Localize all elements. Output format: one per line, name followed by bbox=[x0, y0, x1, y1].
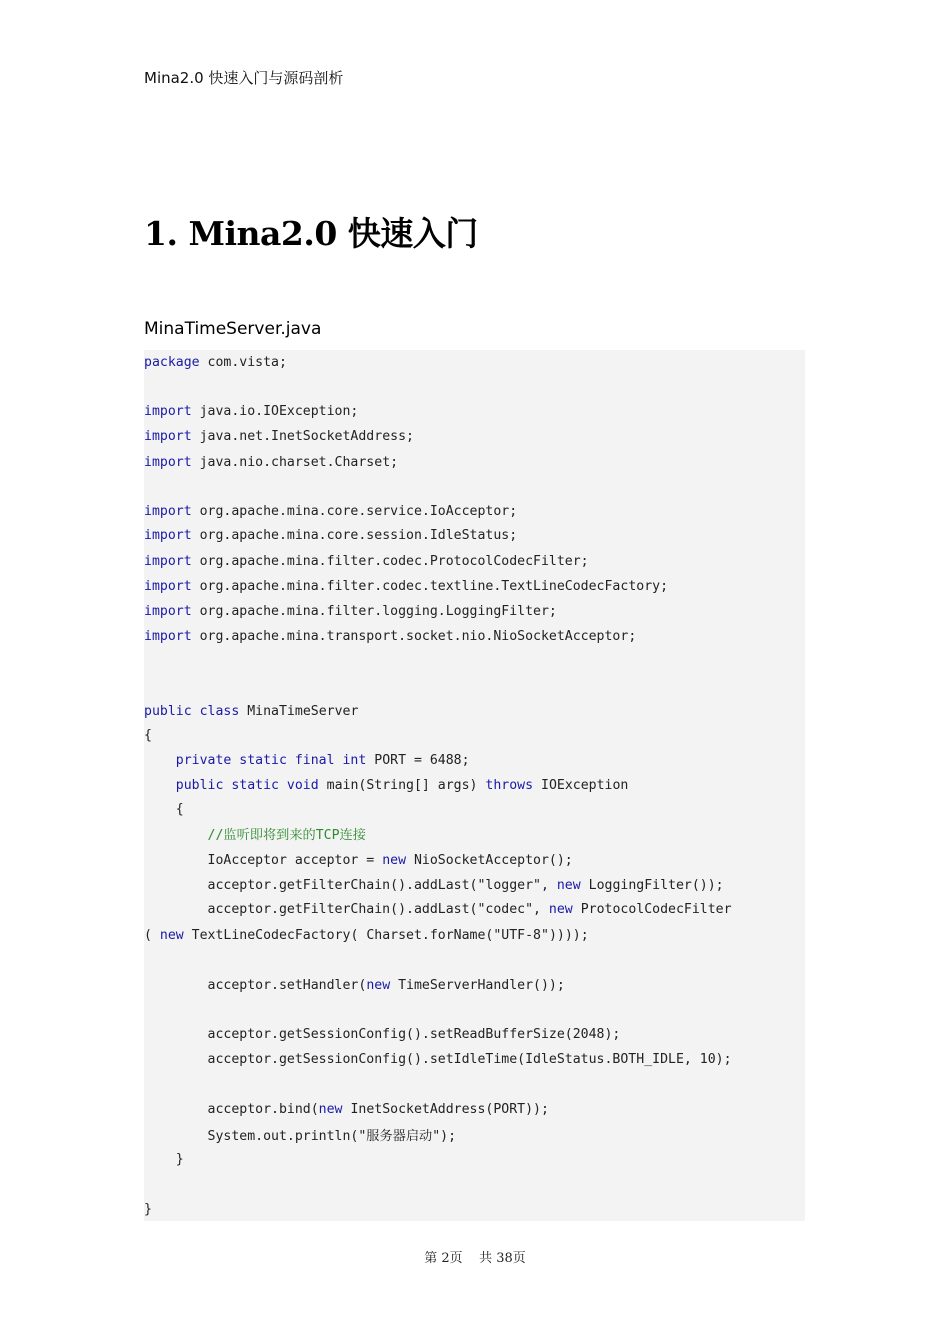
code-keyword: new bbox=[159, 928, 184, 943]
code-text: TextLineCodecFactory( Charset.forName("UTF-8")))); bbox=[183, 928, 589, 943]
code-text: acceptor.getSessionConfig().setReadBufferSize(2048); bbox=[144, 1027, 621, 1042]
code-text bbox=[192, 704, 200, 719]
code-keyword: new bbox=[556, 878, 581, 893]
code-text bbox=[144, 778, 176, 793]
code-line bbox=[144, 1201, 152, 1219]
code-line bbox=[144, 354, 287, 372]
chapter-heading: 1. Mina2.0 快速入门 bbox=[144, 214, 478, 253]
code-line bbox=[144, 927, 589, 945]
code-line bbox=[144, 901, 732, 919]
code-text: PORT = 6488; bbox=[366, 753, 470, 768]
code-keyword: new bbox=[366, 978, 391, 993]
code-text: java.nio.charset.Charset; bbox=[191, 455, 399, 470]
code-line bbox=[144, 1151, 184, 1169]
code-line bbox=[144, 1026, 620, 1044]
code-line bbox=[144, 1128, 456, 1146]
code-text: InetSocketAddress(PORT)); bbox=[342, 1102, 549, 1117]
code-text bbox=[144, 828, 208, 843]
page-number-footer: 第 2页 共 38页 bbox=[424, 1251, 526, 1266]
code-text: ( bbox=[144, 928, 160, 943]
code-text: main(String[] args) bbox=[318, 778, 486, 793]
code-keyword: package bbox=[144, 355, 200, 370]
code-text: org.apache.mina.core.session.IdleStatus; bbox=[191, 528, 518, 543]
code-text: acceptor.getFilterChain().addLast("logger", bbox=[144, 878, 557, 893]
code-text: LoggingFilter()); bbox=[580, 878, 724, 893]
code-keyword: new bbox=[318, 1102, 343, 1117]
code-keyword: new bbox=[548, 902, 573, 917]
code-text: ProtocolCodecFilter bbox=[572, 902, 732, 917]
code-line bbox=[144, 752, 470, 770]
code-text: com.vista; bbox=[199, 355, 287, 370]
code-text: } bbox=[144, 1152, 184, 1167]
code-line bbox=[144, 578, 668, 596]
code-text: MinaTimeServer bbox=[239, 704, 359, 719]
running-header: Mina2.0 快速入门与源码剖析 bbox=[144, 69, 344, 87]
code-text: acceptor.setHandler( bbox=[144, 978, 367, 993]
code-text: IoAcceptor acceptor = bbox=[144, 853, 383, 868]
code-line bbox=[144, 553, 589, 571]
code-line bbox=[144, 628, 636, 646]
code-line bbox=[144, 1101, 549, 1119]
code-keyword: throws bbox=[485, 778, 534, 793]
code-keyword: class bbox=[199, 704, 240, 719]
code-text: acceptor.bind( bbox=[144, 1102, 319, 1117]
code-text bbox=[144, 753, 176, 768]
code-line bbox=[144, 603, 557, 621]
code-text: org.apache.mina.transport.socket.nio.NioSocketAcceptor; bbox=[191, 629, 637, 644]
code-keyword: import bbox=[144, 554, 192, 569]
code-line bbox=[144, 428, 414, 446]
code-line bbox=[144, 801, 184, 819]
code-line bbox=[144, 527, 517, 545]
code-keyword: import bbox=[144, 504, 192, 519]
code-line bbox=[144, 403, 358, 421]
code-text: org.apache.mina.filter.logging.LoggingFilter; bbox=[191, 604, 557, 619]
code-line bbox=[144, 503, 517, 521]
code-line bbox=[144, 454, 398, 472]
code-keyword: import bbox=[144, 429, 192, 444]
code-keyword: import bbox=[144, 528, 192, 543]
code-text: IOException bbox=[533, 778, 629, 793]
code-text: org.apache.mina.filter.codec.textline.TextLineCodecFactory; bbox=[191, 579, 669, 594]
code-text: org.apache.mina.core.service.IoAcceptor; bbox=[191, 504, 518, 519]
code-line bbox=[144, 877, 724, 895]
code-line bbox=[144, 852, 573, 870]
code-line bbox=[144, 827, 366, 845]
code-keyword: public bbox=[144, 704, 192, 719]
code-text: java.net.InetSocketAddress; bbox=[191, 429, 414, 444]
code-keyword: new bbox=[382, 853, 407, 868]
code-text: { bbox=[144, 802, 184, 817]
code-line bbox=[144, 977, 565, 995]
code-keyword: public static void bbox=[175, 778, 319, 793]
code-line bbox=[144, 1051, 732, 1069]
code-text: { bbox=[144, 728, 152, 743]
code-keyword: import bbox=[144, 604, 192, 619]
code-text: org.apache.mina.filter.codec.ProtocolCodecFilter; bbox=[191, 554, 589, 569]
code-text: acceptor.getSessionConfig().setIdleTime(IdleStatus.BOTH_IDLE, 10); bbox=[144, 1052, 732, 1067]
code-line bbox=[144, 777, 628, 795]
code-line bbox=[144, 727, 152, 745]
code-text: TimeServerHandler()); bbox=[390, 978, 565, 993]
code-listing bbox=[144, 350, 805, 1221]
code-text: java.io.IOException; bbox=[191, 404, 359, 419]
code-text: System.out.println("服务器启动"); bbox=[144, 1129, 457, 1144]
code-line bbox=[144, 703, 358, 721]
code-text: } bbox=[144, 1202, 152, 1217]
code-text: acceptor.getFilterChain().addLast("codec", bbox=[144, 902, 549, 917]
code-keyword: import bbox=[144, 579, 192, 594]
code-keyword: private static final int bbox=[175, 753, 367, 768]
code-text: NioSocketAcceptor(); bbox=[406, 853, 573, 868]
code-comment: //监听即将到来的TCP连接 bbox=[207, 828, 366, 843]
code-keyword: import bbox=[144, 404, 192, 419]
code-keyword: import bbox=[144, 455, 192, 470]
code-keyword: import bbox=[144, 629, 192, 644]
code-file-name: MinaTimeServer.java bbox=[144, 319, 322, 339]
